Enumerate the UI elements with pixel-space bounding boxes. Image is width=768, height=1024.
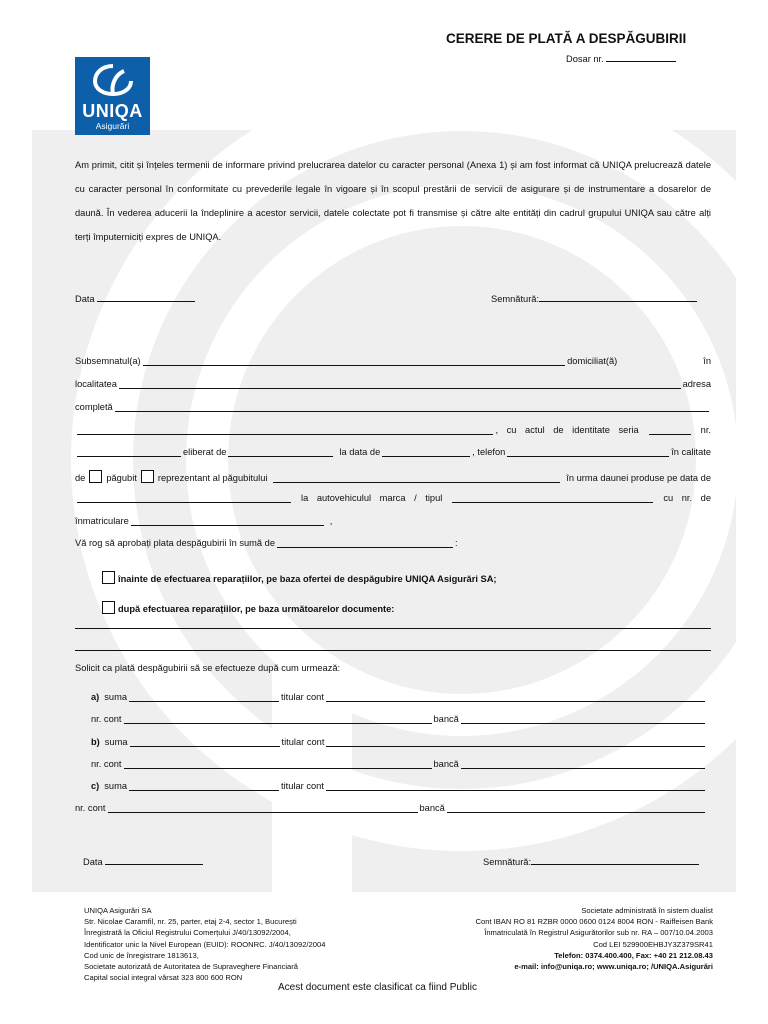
classification-note: Acest document este clasificat ca fiind Public — [278, 982, 477, 993]
footer-left-line: UNIQA Asigurări SA — [84, 906, 152, 915]
payment-c-letter: c) — [91, 781, 100, 791]
form-row-localitate — [75, 379, 711, 389]
date-bottom-label: Data — [83, 857, 103, 867]
telefon-label: , telefon — [472, 447, 506, 457]
payment-b-cont — [91, 759, 707, 769]
uniqa-logo — [75, 57, 150, 135]
payment-c-titular-label: titular cont — [281, 781, 324, 791]
footer-right-line: Cont IBAN RO 81 RZBR 0000 0600 0124 8004 RON - Raiffeisen Bank — [475, 917, 713, 927]
cu-nr-label: cu nr. de — [663, 493, 711, 503]
signature-top-field[interactable] — [539, 292, 697, 302]
payment-a-cont — [91, 714, 707, 724]
footer-right-line: Societate administrată în sistem dualist — [581, 906, 713, 915]
before-repair-label: înainte de efectuarea reparațiilor, pe baza ofertei de despăgubire UNIQA Asigurări SA; — [118, 574, 497, 584]
uniqa-logo-mark — [91, 63, 135, 97]
dosar-number — [566, 52, 676, 64]
telefon-field[interactable] — [507, 447, 669, 457]
option-before-repair — [102, 571, 497, 584]
reprezentant-label: reprezentant al păgubitului — [157, 473, 268, 483]
la-auto-label: la autovehiculul marca / tipul — [301, 493, 443, 503]
logo-brand: UNIQA — [82, 101, 143, 121]
date-bottom-field[interactable] — [105, 855, 203, 865]
form-row-adresa — [75, 402, 711, 412]
payment-a-nr-cont-label: nr. cont — [91, 714, 122, 724]
payment-c-banca-label: bancă — [419, 803, 445, 813]
adresa-label: adresa — [682, 379, 711, 389]
adresa-continued-field[interactable] — [77, 425, 493, 435]
eliberat-label: eliberat de — [183, 447, 227, 457]
payment-b-suma-label: suma — [104, 737, 128, 747]
footer-left-line: Cod unic de înregistrare 1813613, — [84, 950, 199, 960]
signature-bottom-field[interactable] — [531, 855, 699, 865]
payment-b-letter: b) — [91, 737, 100, 747]
payment-a-banca-label: bancă — [433, 714, 459, 724]
payment-a-nr-cont-field[interactable] — [124, 714, 432, 724]
payment-c-suma — [91, 781, 707, 791]
inmatriculare-label: înmatriculare — [75, 516, 129, 526]
date-top — [75, 292, 195, 304]
in-urma-label: în urma daunei produse pe data de — [566, 473, 711, 483]
la-data-label: la data de — [339, 447, 381, 457]
footer-right-contact: Telefon: 0374.400.400, Fax: +40 21 212.08.43 — [554, 950, 713, 960]
pagubit-checkbox[interactable] — [89, 470, 102, 483]
after-repair-label: după efectuarea reparațiilor, pe baza următoarelor documente: — [118, 604, 395, 614]
in-calitate-label: în calitate — [671, 447, 711, 457]
localitate-field[interactable] — [119, 379, 681, 389]
signature-bottom — [483, 855, 699, 867]
payment-b-titular-field[interactable] — [326, 737, 705, 747]
form-row-auto — [75, 493, 711, 503]
marca-field[interactable] — [452, 493, 653, 503]
name-field[interactable] — [143, 356, 565, 366]
signature-top-label: Semnătură: — [491, 294, 540, 304]
footer-left-line: Înregistrată la Oficiul Registrului Comerțului J/40/13092/2004, — [84, 928, 291, 938]
page-title: CERERE DE PLATĂ A DESPĂGUBIRII — [446, 31, 687, 46]
footer-left-line: Identificator unic la Nivel European (EUID): ROONRC. J/40/13092/2004 — [84, 939, 326, 949]
payment-c-nr-cont-label: nr. cont — [75, 803, 106, 813]
before-repair-checkbox[interactable] — [102, 571, 115, 584]
date-top-label: Data — [75, 294, 95, 304]
data-daunei-field[interactable] — [77, 493, 291, 503]
payment-a-suma-field[interactable] — [129, 692, 279, 702]
suma-totala-field[interactable] — [277, 538, 453, 548]
payment-c-titular-field[interactable] — [326, 781, 705, 791]
form-row-inmatriculare — [75, 516, 711, 526]
form-row-suma — [75, 538, 711, 548]
payment-b-titular-label: titular cont — [281, 737, 325, 747]
nr-label: nr. — [700, 425, 711, 435]
form-row-act — [75, 425, 711, 435]
dosar-field[interactable] — [606, 52, 676, 62]
de-label: de — [75, 473, 86, 483]
pagubit-name-field[interactable] — [273, 473, 560, 483]
footer-right-email: e-mail: info@uniqa.ro; www.uniqa.ro; /UNIQA.Asigurări — [514, 962, 713, 972]
payment-a-titular-field[interactable] — [326, 692, 705, 702]
in-label: în — [703, 356, 711, 366]
payment-b-banca-field[interactable] — [461, 759, 705, 769]
documents-line-1[interactable] — [75, 628, 711, 629]
payment-a-titular-label: titular cont — [281, 692, 324, 702]
gdpr-paragraph: Am primit, citit și înțeles termenii de informare privind prelucrarea datelor cu caracter personal (Anexa 1) și am fost informat că UNIQA prelucrează datele cu caracter personal în conformitate cu prevederile legale în vigoare și în scopul prestării de servicii de asigurare și de instrumentare a dosarelor de daună. În vederea aducerii la îndeplinire a acestor servicii, datele colectate pot fi transmise și către alte entități din cadrul grupului UNIQA sau către alți terți împuterniciți expres de UNIQA. — [75, 160, 711, 242]
footer-right-line: Cod LEI 529900EHBJY3Z379SR41 — [593, 939, 713, 949]
inmatriculare-comma: , — [329, 516, 333, 526]
payment-a-suma — [91, 692, 707, 702]
adresa-field[interactable] — [115, 402, 709, 412]
payment-c-nr-cont-field[interactable] — [108, 803, 418, 813]
form-row-name — [75, 356, 711, 366]
la-data-field[interactable] — [382, 447, 470, 457]
payment-c-suma-field[interactable] — [129, 781, 279, 791]
act-number-field[interactable] — [77, 447, 181, 457]
payment-b-banca-label: bancă — [433, 759, 459, 769]
payment-a-letter: a) — [91, 692, 100, 702]
va-rog-label: Vă rog să aprobați plata despăgubirii în sumă de — [75, 538, 276, 548]
payment-b-suma-field[interactable] — [130, 737, 280, 747]
payment-c-banca-field[interactable] — [447, 803, 705, 813]
payment-a-banca-field[interactable] — [461, 714, 705, 724]
eliberat-field[interactable] — [228, 447, 333, 457]
payment-intro: Solicit ca plată despăgubirii să se efectueze după cum urmează: — [75, 663, 341, 673]
footer-left-line: Str. Nicolae Caramfil, nr. 25, parter, etaj 2-4, sector 1, București — [84, 917, 297, 927]
payment-b-nr-cont-field[interactable] — [124, 759, 432, 769]
date-bottom — [83, 855, 203, 867]
payment-a-suma-label: suma — [104, 692, 128, 702]
inmatriculare-field[interactable] — [131, 516, 324, 526]
payment-b-suma — [91, 737, 707, 747]
serie-field[interactable] — [649, 425, 691, 435]
dosar-label: Dosar nr. — [566, 54, 604, 64]
payment-c-suma-label: suma — [104, 781, 128, 791]
act-label: , cu actul de identitate seria — [495, 425, 639, 435]
documents-line-2[interactable] — [75, 650, 711, 651]
domiciliat-label: domiciliat(ă) — [567, 356, 618, 366]
option-after-repair — [102, 601, 394, 614]
subsemnatul-label: Subsemnatul(a) — [75, 356, 141, 366]
pagubit-label: păgubit — [106, 473, 137, 483]
form-row-calitate — [75, 470, 711, 483]
localitatea-label: localitatea — [75, 379, 117, 389]
payment-c-cont — [75, 803, 707, 813]
date-top-field[interactable] — [97, 292, 195, 302]
reprezentant-checkbox[interactable] — [141, 470, 154, 483]
payment-b-nr-cont-label: nr. cont — [91, 759, 122, 769]
logo-subtitle: Asigurări — [95, 121, 130, 131]
footer-right-line: Înmatriculată în Registrul Asigurătorilor sub nr. RA – 007/10.04.2003 — [484, 928, 713, 938]
form-row-eliberat — [75, 447, 711, 457]
after-repair-checkbox[interactable] — [102, 601, 115, 614]
footer-left-line: Societate autorizată de Autoritatea de Supraveghere Financiară — [84, 962, 299, 972]
footer-left-line: Capital social integral vărsat 323 800 600 RON — [84, 973, 243, 983]
suma-colon: : — [455, 538, 458, 548]
signature-top — [491, 292, 697, 304]
footer-right — [475, 905, 713, 972]
completa-label: completă — [75, 402, 113, 412]
signature-bottom-label: Semnătură: — [483, 857, 532, 867]
footer-left — [84, 905, 325, 983]
